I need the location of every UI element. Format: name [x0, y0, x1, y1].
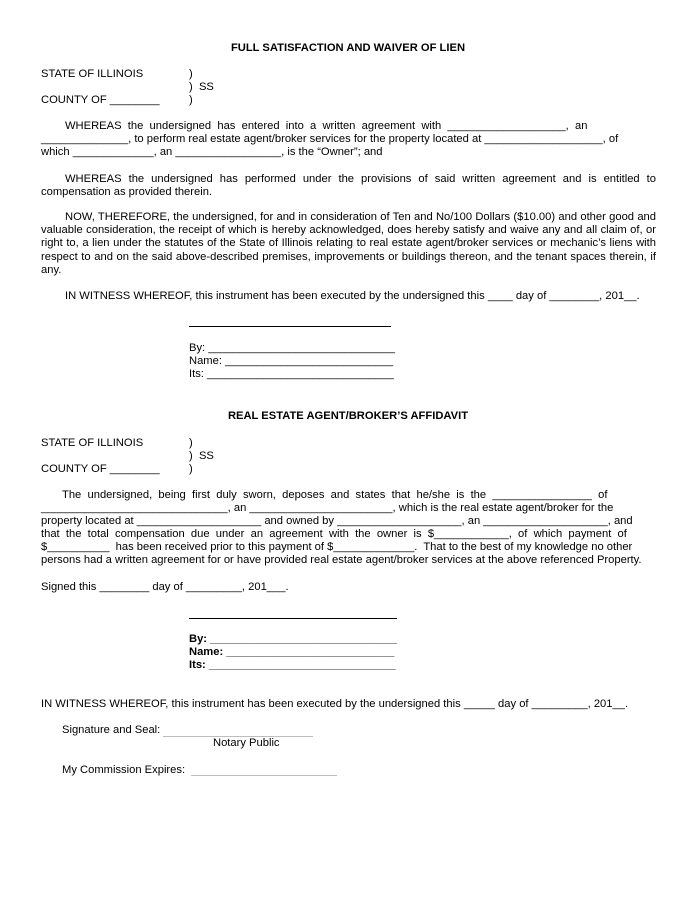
signed-date-line: Signed this ________ day of _________, 201___.	[41, 581, 289, 593]
venue-paren: )	[189, 94, 193, 106]
venue-paren: )	[189, 463, 193, 475]
witness-clause-2: IN WITNESS WHEREOF, this instrument has been executed by the undersigned this _____ day of _________, 201__.	[41, 698, 629, 710]
now-therefore-text: NOW, THEREFORE, the undersigned, for and in consideration of Ten and No/100 Dollars ($10.00) and other good and valuable consideration, the receipt of which is hereby acknowledged, does hereby satisfy and waive any and all claim of, or right to, a lien under the statutes of the State of Illinois relating to real estate agent/broker services or mechanic’s liens with respect to and on the said above-described premises, improvements or buildings thereon, and the tenant spaces therein, if any.	[41, 211, 656, 276]
county-field[interactable]: COUNTY OF ________	[41, 94, 160, 106]
signature-line-2[interactable]	[189, 618, 397, 619]
affidavit-line-4: that the total compensation due under an agreement with the owner is $____________, of which payment of	[41, 528, 627, 540]
affidavit-line-3: property located at ____________________ and owned by ____________________, an ____________________, and	[41, 515, 633, 527]
by-field-2[interactable]: By: ______________________________	[189, 633, 397, 645]
venue-paren: )	[189, 437, 193, 449]
affidavit-line-6: persons had a written agreement for or have provided real estate agent/broker services at the above referenced Property.	[41, 554, 642, 566]
whereas-2-text: WHEREAS the undersigned has performed under the provisions of said written agreement and is entitled to compensation as provided therein.	[41, 173, 656, 199]
its-field-1[interactable]: Its: ______________________________	[189, 368, 394, 380]
commission-expires-line[interactable]	[191, 775, 337, 776]
waiver-title: FULL SATISFACTION AND WAIVER OF LIEN	[230, 42, 466, 54]
witness-clause-1: IN WITNESS WHEREOF, this instrument has been executed by the undersigned this ____ day of ________, 201__.	[65, 290, 640, 302]
affidavit-line-5: $__________ has been received prior to this payment of $_____________. That to the best of my knowledge no other	[41, 541, 633, 553]
name-field-2[interactable]: Name: ___________________________	[189, 646, 395, 658]
state-label: STATE OF ILLINOIS	[41, 68, 144, 80]
notary-public-label: Notary Public	[213, 737, 280, 749]
venue-paren: )	[189, 68, 193, 80]
signature-seal-label: Signature and Seal:	[62, 724, 161, 736]
affidavit-title: REAL ESTATE AGENT/BROKER’S AFFIDAVIT	[227, 410, 469, 422]
whereas-1-line-1: WHEREAS the undersigned has entered into a written agreement with ___________________, an	[65, 120, 588, 132]
affidavit-line-1: The undersigned, being first duly sworn, deposes and states that he/she is the ________________ of	[62, 489, 608, 501]
whereas-1-line-3: which _____________, an _________________, is the “Owner”; and	[41, 146, 383, 158]
whereas-1-line-2: ______________, to perform real estate agent/broker services for the property located at ___________________, of	[41, 133, 619, 145]
venue-ss: ) SS	[189, 81, 214, 93]
now-therefore-paragraph	[41, 211, 656, 277]
by-field-1[interactable]: By: ______________________________	[189, 342, 395, 354]
its-field-2[interactable]: Its: ______________________________	[189, 659, 396, 671]
venue-ss: ) SS	[189, 450, 214, 462]
state-label: STATE OF ILLINOIS	[41, 437, 144, 449]
signature-line-1[interactable]	[189, 326, 391, 327]
commission-expires-label: My Commission Expires:	[62, 764, 186, 776]
name-field-1[interactable]: Name: ___________________________	[189, 355, 394, 367]
county-field[interactable]: COUNTY OF ________	[41, 463, 160, 475]
affidavit-line-2: ______________________________, an _______________________, which is the real estate agent/broker for the	[41, 502, 614, 514]
whereas-2-paragraph	[41, 173, 656, 199]
